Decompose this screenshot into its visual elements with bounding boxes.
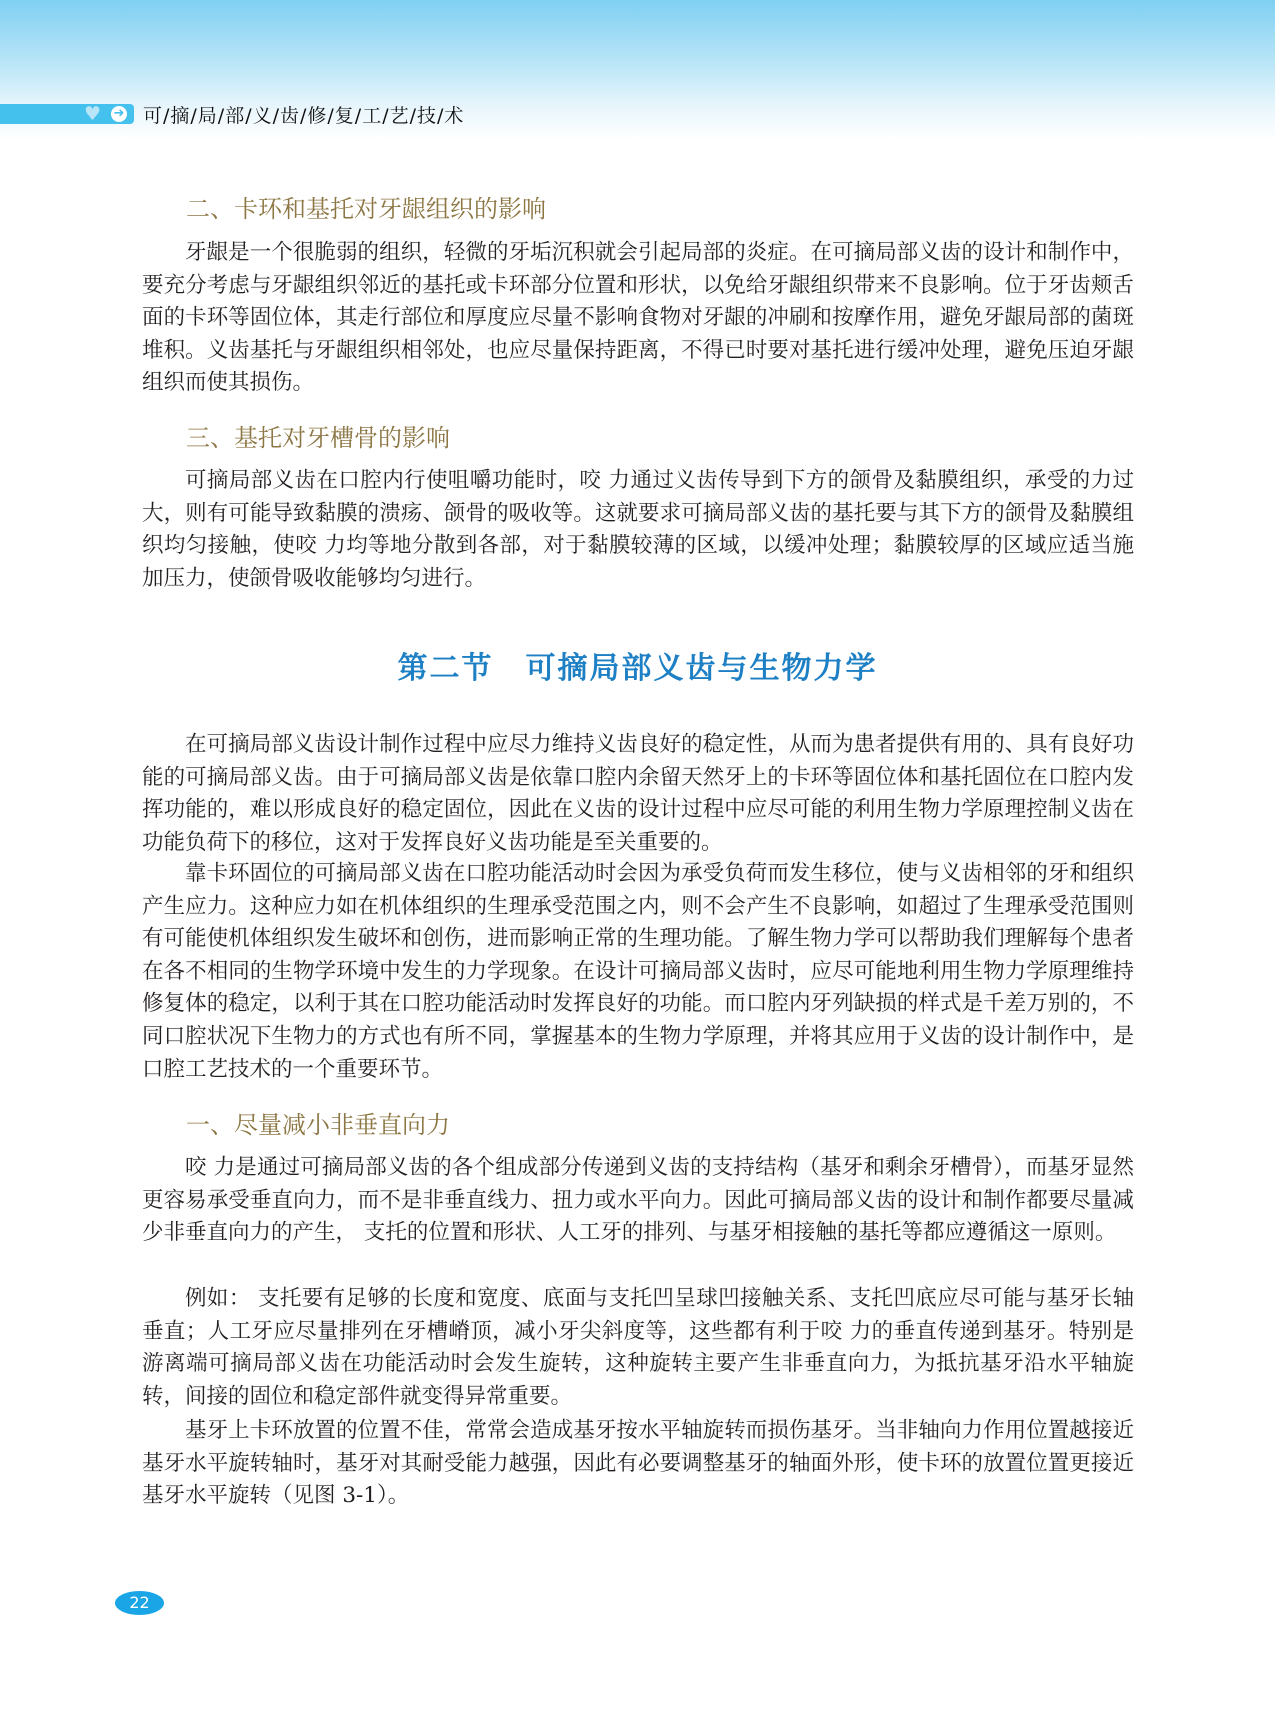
page-number: 22 <box>115 1591 164 1615</box>
heart-icon: ♥ <box>84 103 102 125</box>
subsection-heading-non-vertical-force: 一、尽量减小非垂直向力 <box>186 1111 450 1139</box>
paragraph: 在可摘局部义齿设计制作过程中应尽力维持义齿良好的稳定性，从而为患者提供有用的、具有良好功能的可摘局部义齿。由于可摘局部义齿是依靠口腔内余留天然牙上的卡环等固位体和基托固位在口腔内发挥功能的，难以形成良好的稳定固位，因此在义齿的设计过程中应尽可能的利用生物力学原理控制义齿在功能负荷下的移位，这对于发挥良好义齿功能是至关重要的。 <box>142 732 1134 855</box>
book-title: 可/摘/局/部/义/齿/修/复/工/艺/技/术 <box>143 105 465 127</box>
paragraph: 基牙上卡环放置的位置不佳，常常会造成基牙按水平轴旋转而损伤基牙。当非轴向力作用位置越接近基牙水平旋转轴时，基牙对其耐受能力越强，因此有必要调整基牙的轴面外形，使卡环的放置位置更接近基牙水平旋转（见图 3-1）。 <box>142 1418 1134 1509</box>
paragraph: 靠卡环固位的可摘局部义齿在口腔功能活动时会因为承受负荷而发生移位，使与义齿相邻的牙和组织产生应力。这种应力如在机体组织的生理承受范围之内，则不会产生不良影响，如超过了生理承受范围则有可能使机体组织发生破坏和创伤，进而影响正常的生理功能。了解生物力学可以帮助我们理解每个患者在各不相同的生物学环境中发生的力学现象。在设计可摘局部义齿时，应尽可能地利用生物力学原理维持修复体的稳定，以利于其在口腔功能活动时发挥良好的功能。而口腔内牙列缺损的样式是千差万别的，不同口腔状况下生物力的方式也有所不同，掌握基本的生物力学原理，并将其应用于义齿的设计制作中，是口腔工艺技术的一个重要环节。 <box>142 861 1134 1082</box>
paragraph: 可摘局部义齿在口腔内行使咀嚼功能时，咬 力通过义齿传导到下方的颌骨及黏膜组织，承受的力过大，则有可能导致黏膜的溃疡、颌骨的吸收等。这就要求可摘局部义齿的基托要与其下方的颌骨及黏膜组织均匀接触，使咬 力均等地分散到各部，对于黏膜较薄的区域，以缓冲处理；黏膜较厚的区域应适当施加压力，使颌骨吸收能够均匀进行。 <box>142 468 1134 591</box>
subsection-heading-gingiva: 二、卡环和基托对牙龈组织的影响 <box>186 195 546 223</box>
subsection-heading-alveolar-bone: 三、基托对牙槽骨的影响 <box>186 424 450 452</box>
paragraph: 牙龈是一个很脆弱的组织，轻微的牙垢沉积就会引起局部的炎症。在可摘局部义齿的设计和制作中，要充分考虑与牙龈组织邻近的基托或卡环部分位置和形状，以免给牙龈组织带来不良影响。位于牙齿颊舌面的卡环等固位体，其走行部位和厚度应尽量不影响食物对牙龈的冲刷和按摩作用，避免牙龈局部的菌斑堆积。义齿基托与牙龈组织相邻处，也应尽量保持距离，不得已时要对基托进行缓冲处理，避免压迫牙龈组织而使其损伤。 <box>142 240 1134 396</box>
paragraph: 咬 力是通过可摘局部义齿的各个组成部分传递到义齿的支持结构（基牙和剩余牙槽骨），而基牙显然更容易承受垂直向力，而不是非垂直线力、扭力或水平向力。因此可摘局部义齿的设计和制作都要尽量减少非垂直向力的产生， 支托的位置和形状、人工牙的排列、与基牙相接触的基托等都应遵循这一原则。 <box>142 1155 1134 1246</box>
section-title: 第二节 可摘局部义齿与生物力学 <box>397 651 878 686</box>
paragraph: 例如： 支托要有足够的长度和宽度、底面与支托凹呈球凹接触关系、支托凹底应尽可能与基牙长轴垂直；人工牙应尽量排列在牙槽嵴顶，减小牙尖斜度等，这些都有利于咬 力的垂直传递到基牙。特别是游离端可摘局部义齿在功能活动时会发生旋转，这种旋转主要产生非垂直向力，为抵抗基牙沿水平轴旋转，间接的固位和稳定部件就变得异常重要。 <box>142 1286 1134 1409</box>
arrow-right-circle-icon: ➜ <box>111 106 127 122</box>
